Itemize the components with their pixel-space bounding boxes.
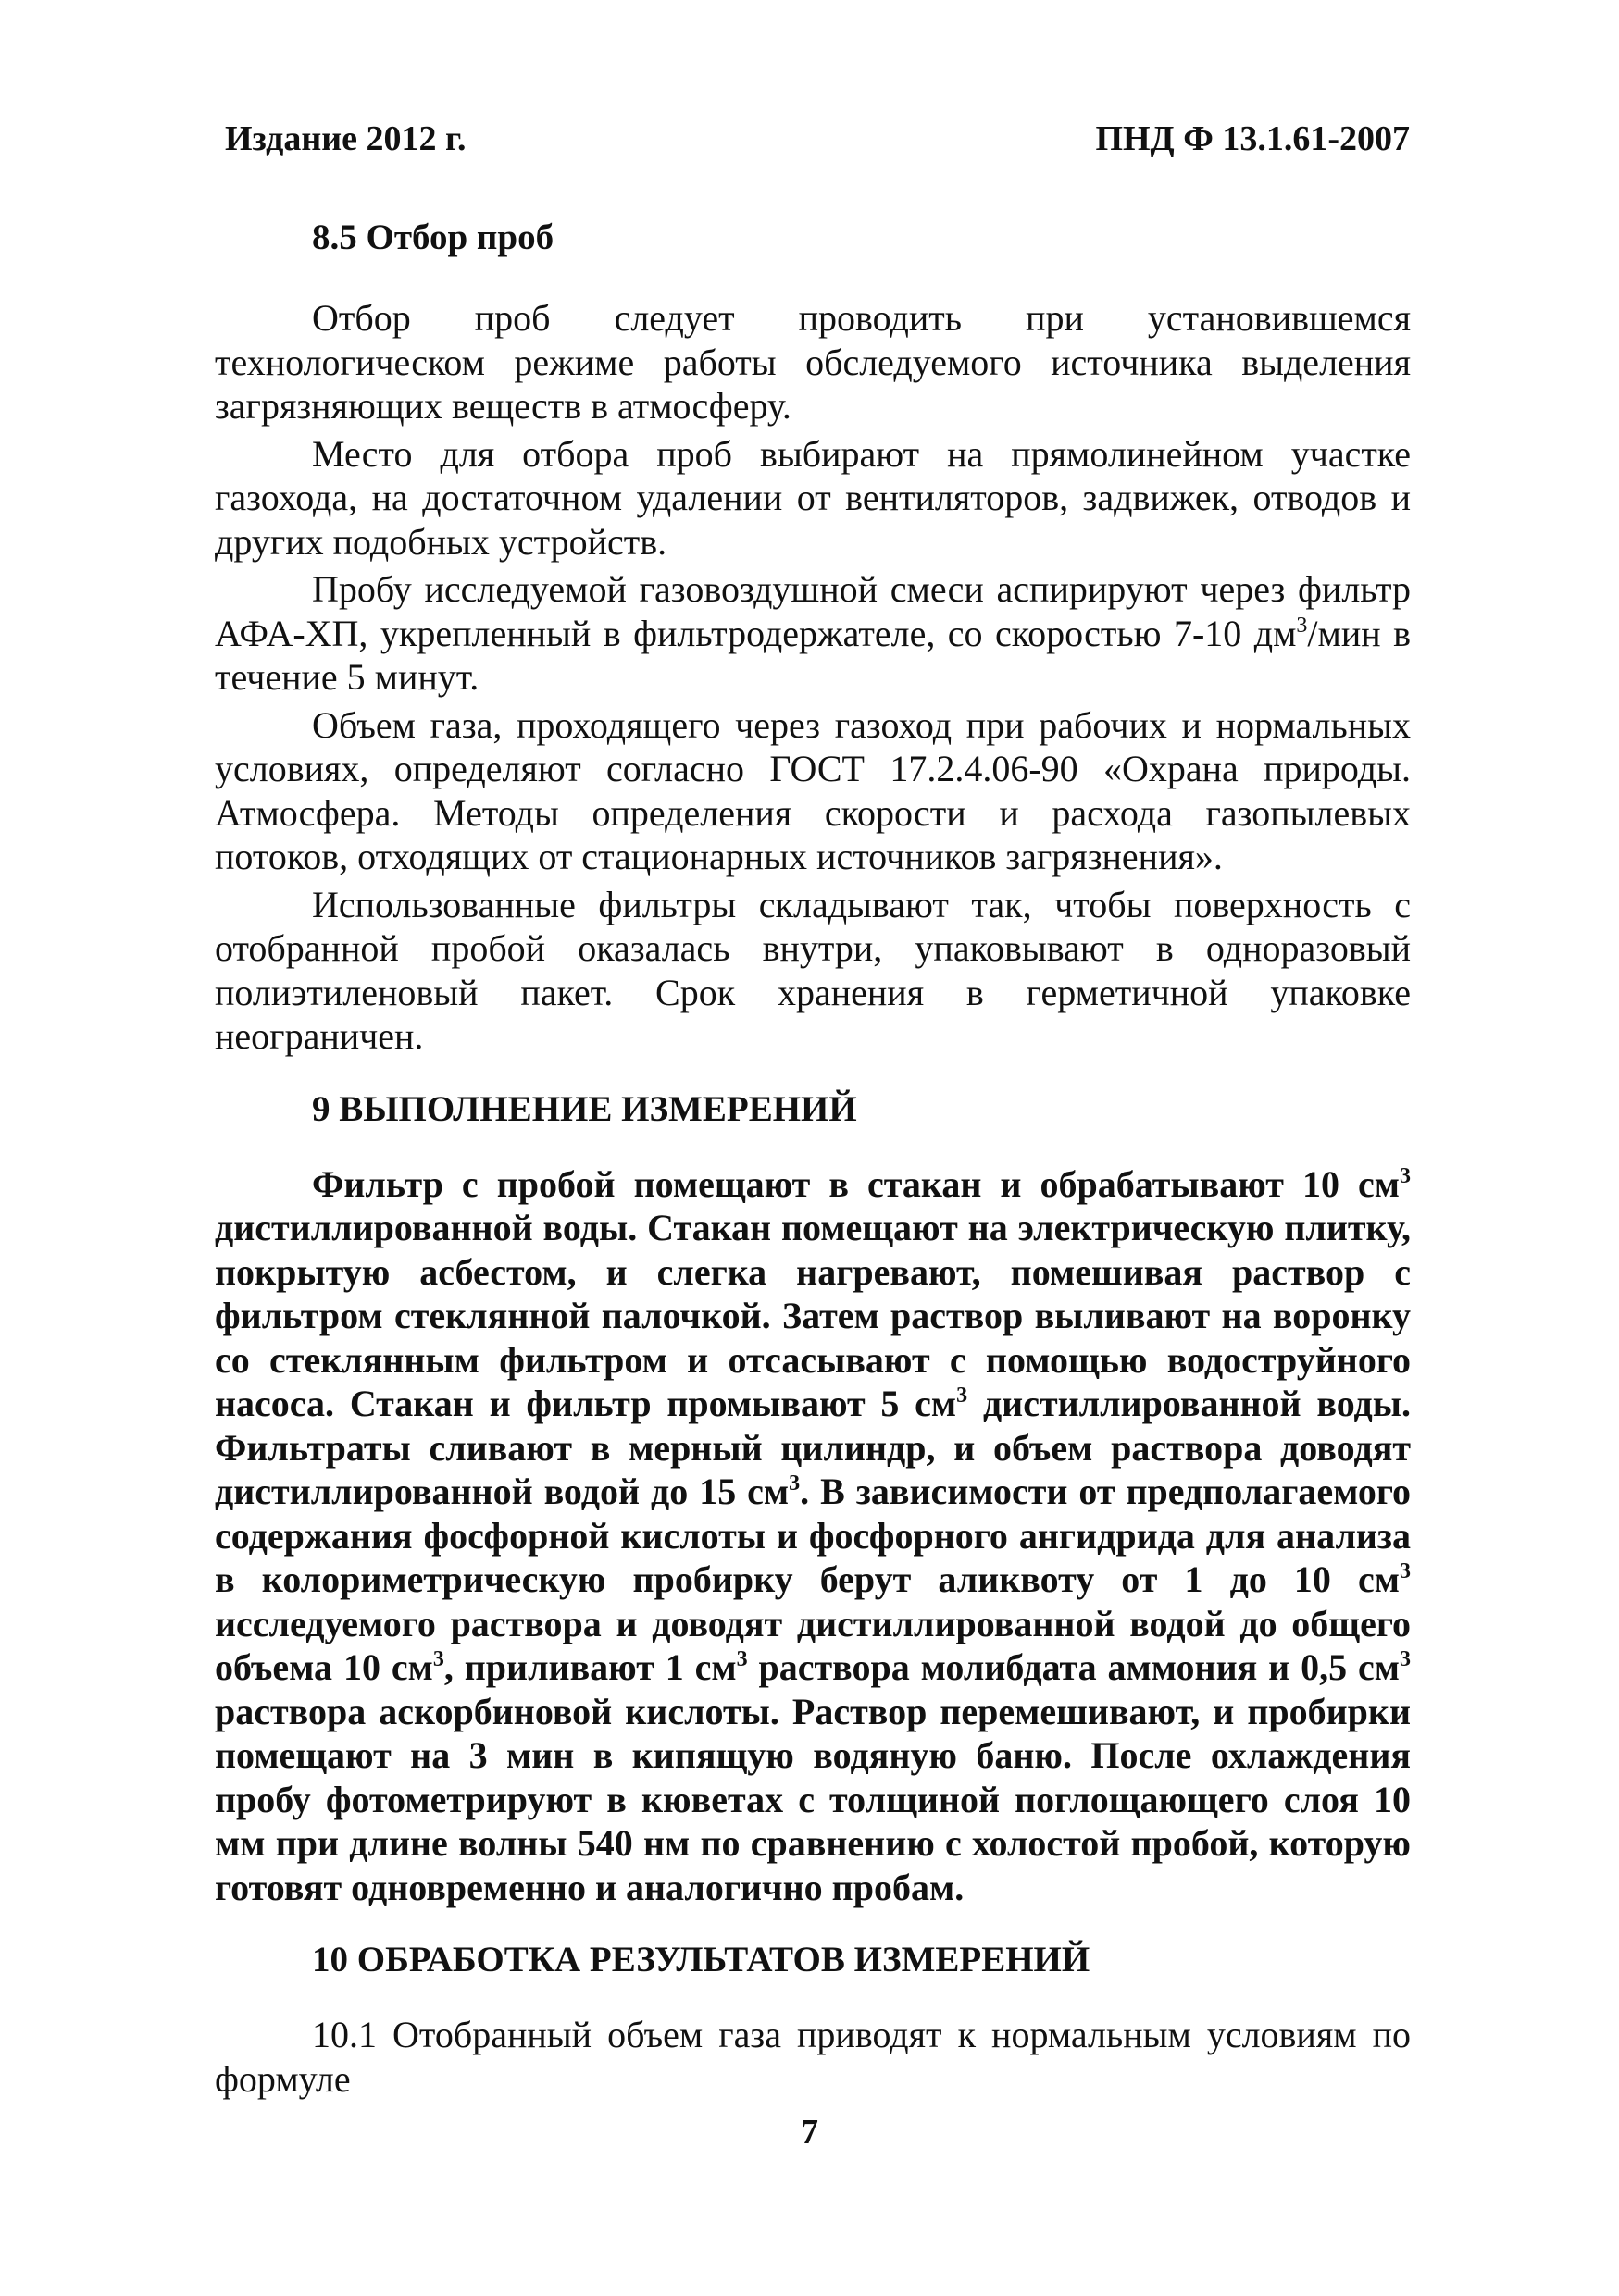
paragraph-text: Фильтр с пробой помещают в стакан и обрабатывают 10 см [312,1162,1400,1205]
edition-label: Издание 2012 г. [225,119,467,158]
paragraph-text: . В зависимости от предполагаемого содержания фосфорной кислоты и фосфорного ангидрида для анализа в колориметрическую пробирку берут аликвоту от 1 до 10 см [215,1471,1412,1600]
section-8-5-paragraph-4: Объем газа, проходящего через газоход при рабочих и нормальных условиях, определяют согласно ГОСТ 17.2.4.06-90 «Охрана природы. Атмосфера. Методы определения скорости и расхода газопылевых потоков, отходящих от стационарных источников загрязнения». [215,703,1411,877]
superscript: 3 [956,1384,968,1408]
paragraph-text: /мин в течение 5 минут. [215,612,1412,698]
paragraph-text: , приливают 1 см [443,1646,737,1688]
page-header [225,118,1410,165]
superscript: 3 [1400,1559,1411,1583]
superscript: 3 [736,1647,748,1671]
paragraph-text: дистиллированной воды. Стакан помещают на электрическую плитку, покрытую асбестом, и слегка нагревают, помешивая раствор с фильтром стеклянной палочкой. Затем раствор выливают на воронку со стеклянным фильтром и отсасывают с помощью водоструйного насоса. Стакан и фильтр промывают 5 см [215,1207,1411,1424]
paragraph-text: раствора молибдата аммония и 0,5 см [747,1646,1400,1688]
superscript: 3 [1399,1647,1411,1671]
paragraph-text: раствора аскорбиновой кислоты. Раствор перемешивают, и пробирки помещают на 3 мин в кипящую водяную баню. После охлаждения пробу фотометрируют в кюветах с толщиной поглощающего слоя 10 мм при длине волны 540 нм по сравнению с холостой пробой, которую готовят одновременно и аналогично пробам. [215,1690,1411,1908]
superscript: 3 [1296,613,1308,638]
paragraph-text: Пробу исследуемой газовоздушной смеси аспирируют через фильтр АФА-ХП, укрепленный в фильтродержателе, со скоростью 7-10 дм [215,568,1411,654]
section-10-title: 10 ОБРАБОТКА РЕЗУЛЬТАТОВ ИЗМЕРЕНИЙ [312,1940,1090,1980]
page-number: 7 [801,2113,818,2152]
section-8-5-paragraph-2: Место для отбора проб выбирают на прямолинейном участке газохода, на достаточном удалении от вентиляторов, задвижек, отводов и других подобных устройств. [215,432,1411,563]
document-code: ПНД Ф 13.1.61-2007 [1095,119,1410,158]
superscript: 3 [432,1647,444,1671]
paragraph-text: дистиллированной воды. Фильтраты сливают в мерный цилиндр, и объем раствора доводят дистиллированной водой до 15 см [215,1383,1412,1512]
section-8-5-paragraph-3 [215,567,1411,700]
clause-number: 10.1 [312,2014,377,2055]
section-10-paragraph-1 [215,2013,1411,2101]
section-8-5-paragraph-5: Использованные фильтры складывают так, чтобы поверхность с отобранной пробой оказалась внутри, упаковывают в одноразовый полиэтиленовый пакет. Срок хранения в герметичной упаковке неограничен. [215,883,1411,1057]
section-8-5-paragraph-1: Отбор проб следует проводить при установившемся технологическом режиме работы обследуемого источника выделения загрязняющих веществ в атмосферу. [215,297,1411,427]
page-content [215,215,1411,2104]
section-8-5-title: 8.5 Отбор проб [312,217,554,257]
paragraph-text: Отобранный объем газа приводят к нормальным условиям по формуле [215,2014,1411,2100]
superscript: 3 [789,1471,801,1496]
section-9-title: 9 ВЫПОЛНЕНИЕ ИЗМЕРЕНИЙ [312,1088,857,1129]
paragraph-text: исследуемого раствора и доводят дистиллированной водой до общего объема 10 см [215,1602,1411,1688]
superscript: 3 [1400,1163,1411,1188]
section-9-paragraph [215,1162,1411,1910]
